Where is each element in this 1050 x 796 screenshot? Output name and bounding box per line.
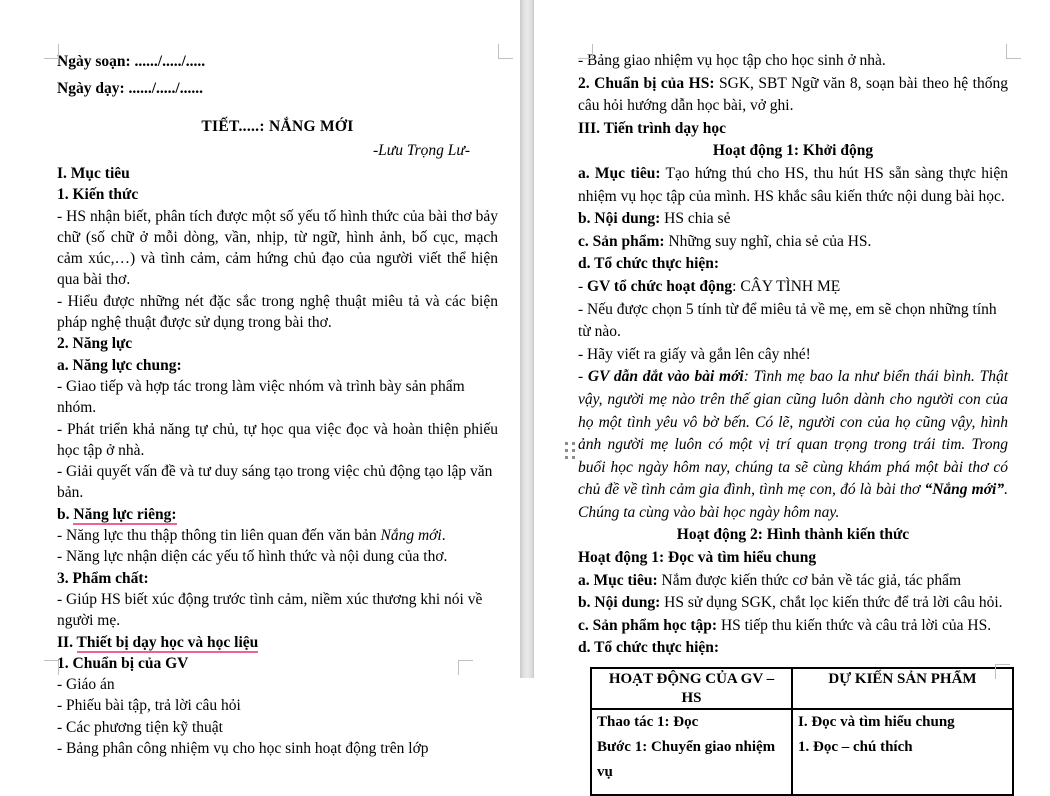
- paragraph-noi-dung-2: [578, 592, 1008, 615]
- label-noi-dung: b. Nội dung:: [578, 210, 661, 228]
- label-noi-dung-2: b. Nội dung:: [578, 594, 661, 612]
- paragraph-to-chuc-2: - Nếu được chọn 5 tính từ để miêu tả về mẹ, em sẽ chọn những tính từ nào.: [578, 300, 997, 341]
- table-line-thao-tac: Thao tác 1: Đọc: [597, 714, 699, 731]
- label-san-pham: c. Sản phẩm:: [578, 232, 665, 250]
- heading-nang-luc-rieng-number: b.: [57, 505, 74, 523]
- table-line-doc-tim-hieu: I. Đọc và tìm hiểu chung: [798, 714, 955, 731]
- paragraph-nlr-2: - Năng lực nhận diện các yếu tố hình thức và nội dung của thơ.: [57, 548, 448, 566]
- work-title-italic: Nắng mới: [380, 527, 442, 545]
- gv-item-giao-an: - Giáo án: [57, 676, 115, 694]
- paragraph-nlc-3: - Giải quyết vấn đề và tư duy sáng tạo trong việc chủ động tạo lập văn bản.: [57, 463, 493, 502]
- paragraph-nlr-1: [57, 525, 498, 546]
- paragraph-san-pham-text: Những suy nghĩ, chia sẻ của HS.: [664, 232, 872, 250]
- hs-item-bang-giao: - Bảng giao nhiệm vụ học tập cho học sinh ở nhà.: [578, 52, 886, 69]
- label-muc-tieu-2: a. Mục tiêu:: [578, 571, 658, 589]
- paragraph-dan-dat-text-1: Tình mẹ bao la như biển thái bình. Thật vậy, người mẹ nào trên thế gian cũng luôn dành cho người con của họ một tình yêu vô bờ bến. Có lẽ, người con của họ cũng vậy, hình ảnh người mẹ luôn có một vị trí quan trọng trong trái tim. Trong buổi học ngày hôm nay, chúng ta sẽ cùng khám phá một bài thơ có chủ đề về tình cảm gia đình, tình mẹ con, đó là bài thơ: [578, 368, 1009, 499]
- margin-crop-mark: [1006, 44, 1021, 59]
- paragraph-muc-tieu-text: Tạo hứng thú cho HS, thu hút HS sẵn sàng thực hiện nhiệm vụ học tập của mình. HS khắc sâu kiến thức nội dung bài học.: [578, 164, 1008, 205]
- paragraph-nlr-1-period: .: [441, 527, 446, 545]
- paragraph-chuan-bi-hs-text: SGK, SBT Ngữ văn 8, soạn bài theo hệ thống câu hỏi hướng dẫn học bài, vở ghi.: [578, 74, 1008, 115]
- paragraph-kien-thuc-2: - Hiểu được những nét đặc sắc trong nghệ thuật miêu tả và các biện pháp nghệ thuật được sử dụng trong bài thơ.: [57, 292, 498, 332]
- paragraph-muc-tieu-2-text: Nắm được kiến thức cơ bản về tác giả, tác phẩm: [657, 571, 962, 589]
- gv-item-bang-phan-cong: - Bảng phân công nhiệm vụ cho học sinh hoạt động trên lớp: [57, 740, 429, 758]
- paragraph-to-chuc-3: - Hãy viết ra giấy và gắn lên cây nhé!: [578, 345, 811, 363]
- heading-hoat-dong-1: Hoạt động 1: Khởi động: [712, 142, 874, 160]
- author-name: -Lưu Trọng Lư-: [372, 142, 470, 159]
- lesson-activity-table: [590, 667, 1014, 796]
- left-page-body: [57, 163, 498, 759]
- paragraph-kien-thuc-1: - HS nhận biết, phân tích được một số yếu tố hình thức của bài thơ bảy chữ (số chữ ở mỗi dòng, vần, nhịp, từ ngữ, hình ảnh, bố cục, mạch cảm xúc,…) và tình cảm, cảm hứng chủ đạo của người viết thể hiện qua bài thơ.: [57, 207, 498, 289]
- paragraph-dan-dat: [578, 366, 1008, 524]
- date-taught-line: Ngày dạy: ....../...../......: [57, 80, 203, 97]
- heading-nang-luc: 2. Năng lực: [57, 335, 133, 353]
- page-gutter: [520, 0, 534, 678]
- table-line-buoc-1: Bước 1: Chuyển giao nhiệm vụ: [597, 739, 776, 781]
- heading-pham-chat: 3. Phẩm chất:: [57, 569, 149, 587]
- paragraph-nlr-1-text: - Năng lực thu thập thông tin liên quan đến văn bản: [57, 527, 381, 545]
- gv-item-phieu-bai-tap: - Phiếu bài tập, trả lời câu hỏi: [57, 697, 241, 715]
- heading-hd2-sub: Hoạt động 1: Đọc và tìm hiểu chung: [578, 549, 817, 567]
- margin-crop-mark: [44, 44, 59, 59]
- right-page-body: [578, 50, 1008, 796]
- lesson-title: TIẾT.....: NẮNG MỚI: [201, 118, 354, 135]
- label-san-pham-2: c. Sản phẩm học tập:: [578, 616, 718, 634]
- heading-chuan-bi-gv: 1. Chuẩn bị của GV: [57, 654, 189, 672]
- paragraph-to-chuc-1-text: : CÂY TÌNH MẸ: [732, 277, 841, 295]
- colon: :: [743, 368, 754, 386]
- margin-crop-mark: [458, 660, 473, 675]
- label-gv-dan-dat: GV dẫn dắt vào bài mới: [587, 368, 744, 386]
- paragraph-dan-dat-text-2: . Chúng ta cùng vào bài học ngày hôm nay.: [578, 481, 1008, 521]
- heading-thiet-bi-number: II.: [57, 633, 77, 651]
- margin-crop-mark: [578, 44, 593, 59]
- table-line-doc-chu-thich: 1. Đọc – chú thích: [798, 739, 913, 756]
- table-row: [591, 709, 1013, 795]
- heading-tien-trinh: III. Tiến trình dạy học: [578, 119, 727, 137]
- heading-hoat-dong-2: Hoạt động 2: Hình thành kiến thức: [676, 526, 910, 544]
- date-prepared-line: Ngày soạn: ....../...../.....: [57, 53, 206, 70]
- table-cell-san-pham: [792, 709, 1013, 795]
- paragraph-san-pham-2: [578, 615, 1008, 638]
- document-page-left: [0, 0, 520, 758]
- heading-nang-luc-chung: a. Năng lực chung:: [57, 356, 182, 374]
- paragraph-muc-tieu: [578, 163, 1008, 208]
- paragraph-muc-tieu-2: [578, 570, 1008, 593]
- paragraph-nlc-2: - Phát triển khả năng tự chủ, tự học qua việc đọc và hoàn thiện phiếu học tập ở nhà.: [57, 420, 498, 459]
- margin-crop-mark: [995, 664, 1010, 679]
- dash: -: [578, 368, 588, 386]
- table-header-gv-hs: HOẠT ĐỘNG CỦA GV – HS: [591, 668, 792, 709]
- label-muc-tieu: a. Mục tiêu:: [578, 164, 661, 182]
- paragraph-san-pham-2-text: HS tiếp thu kiến thức và câu trả lời của HS.: [717, 616, 992, 634]
- heading-thiet-bi: [57, 632, 498, 653]
- paragraph-noi-dung: [578, 208, 1008, 231]
- spellcheck-underlined-text: Thiết bị dạy học và học liệu: [76, 633, 259, 651]
- margin-crop-mark: [498, 44, 513, 59]
- heading-kien-thuc: 1. Kiến thức: [57, 186, 139, 204]
- paragraph-chuan-bi-hs: [578, 73, 1008, 118]
- paragraph-nlc-1: - Giao tiếp và hợp tác trong làm việc nhóm và trình bày sản phẩm nhóm.: [57, 377, 465, 417]
- table-header-san-pham: DỰ KIẾN SẢN PHẨM: [792, 668, 1013, 709]
- heading-nang-luc-rieng: [57, 504, 498, 525]
- gv-item-phuong-tien: - Các phương tiện kỹ thuật: [57, 718, 223, 736]
- paragraph-pham-chat: - Giúp HS biết xúc động trước tình cảm, niềm xúc thương khi nói về người mẹ.: [57, 590, 483, 630]
- work-title-quoted: “Nắng mới”: [924, 481, 1005, 499]
- label-to-chuc-2: d. Tổ chức thực hiện:: [578, 639, 720, 657]
- paragraph-noi-dung-2-text: HS sử dụng SGK, chắt lọc kiến thức để trả lời câu hỏi.: [660, 594, 1003, 612]
- paragraph-san-pham: [578, 231, 1008, 254]
- label-gv-to-chuc: GV tổ chức hoạt động: [587, 277, 733, 295]
- paragraph-noi-dung-text: HS chia sẻ: [660, 210, 731, 228]
- spellcheck-underlined-text: Năng lực riêng:: [73, 505, 177, 523]
- dash: -: [578, 277, 588, 295]
- label-chuan-bi-hs: 2. Chuẩn bị của HS:: [578, 74, 715, 92]
- margin-crop-mark: [44, 660, 59, 675]
- label-to-chuc: d. Tổ chức thực hiện:: [578, 255, 720, 273]
- table-header-row: [591, 668, 1013, 709]
- heading-muc-tieu: I. Mục tiêu: [57, 165, 130, 182]
- document-page-right: [534, 0, 1050, 781]
- paragraph-to-chuc-1: [578, 276, 1008, 299]
- table-cell-gv-hs: [591, 709, 792, 795]
- drag-handle-icon[interactable]: [565, 442, 575, 459]
